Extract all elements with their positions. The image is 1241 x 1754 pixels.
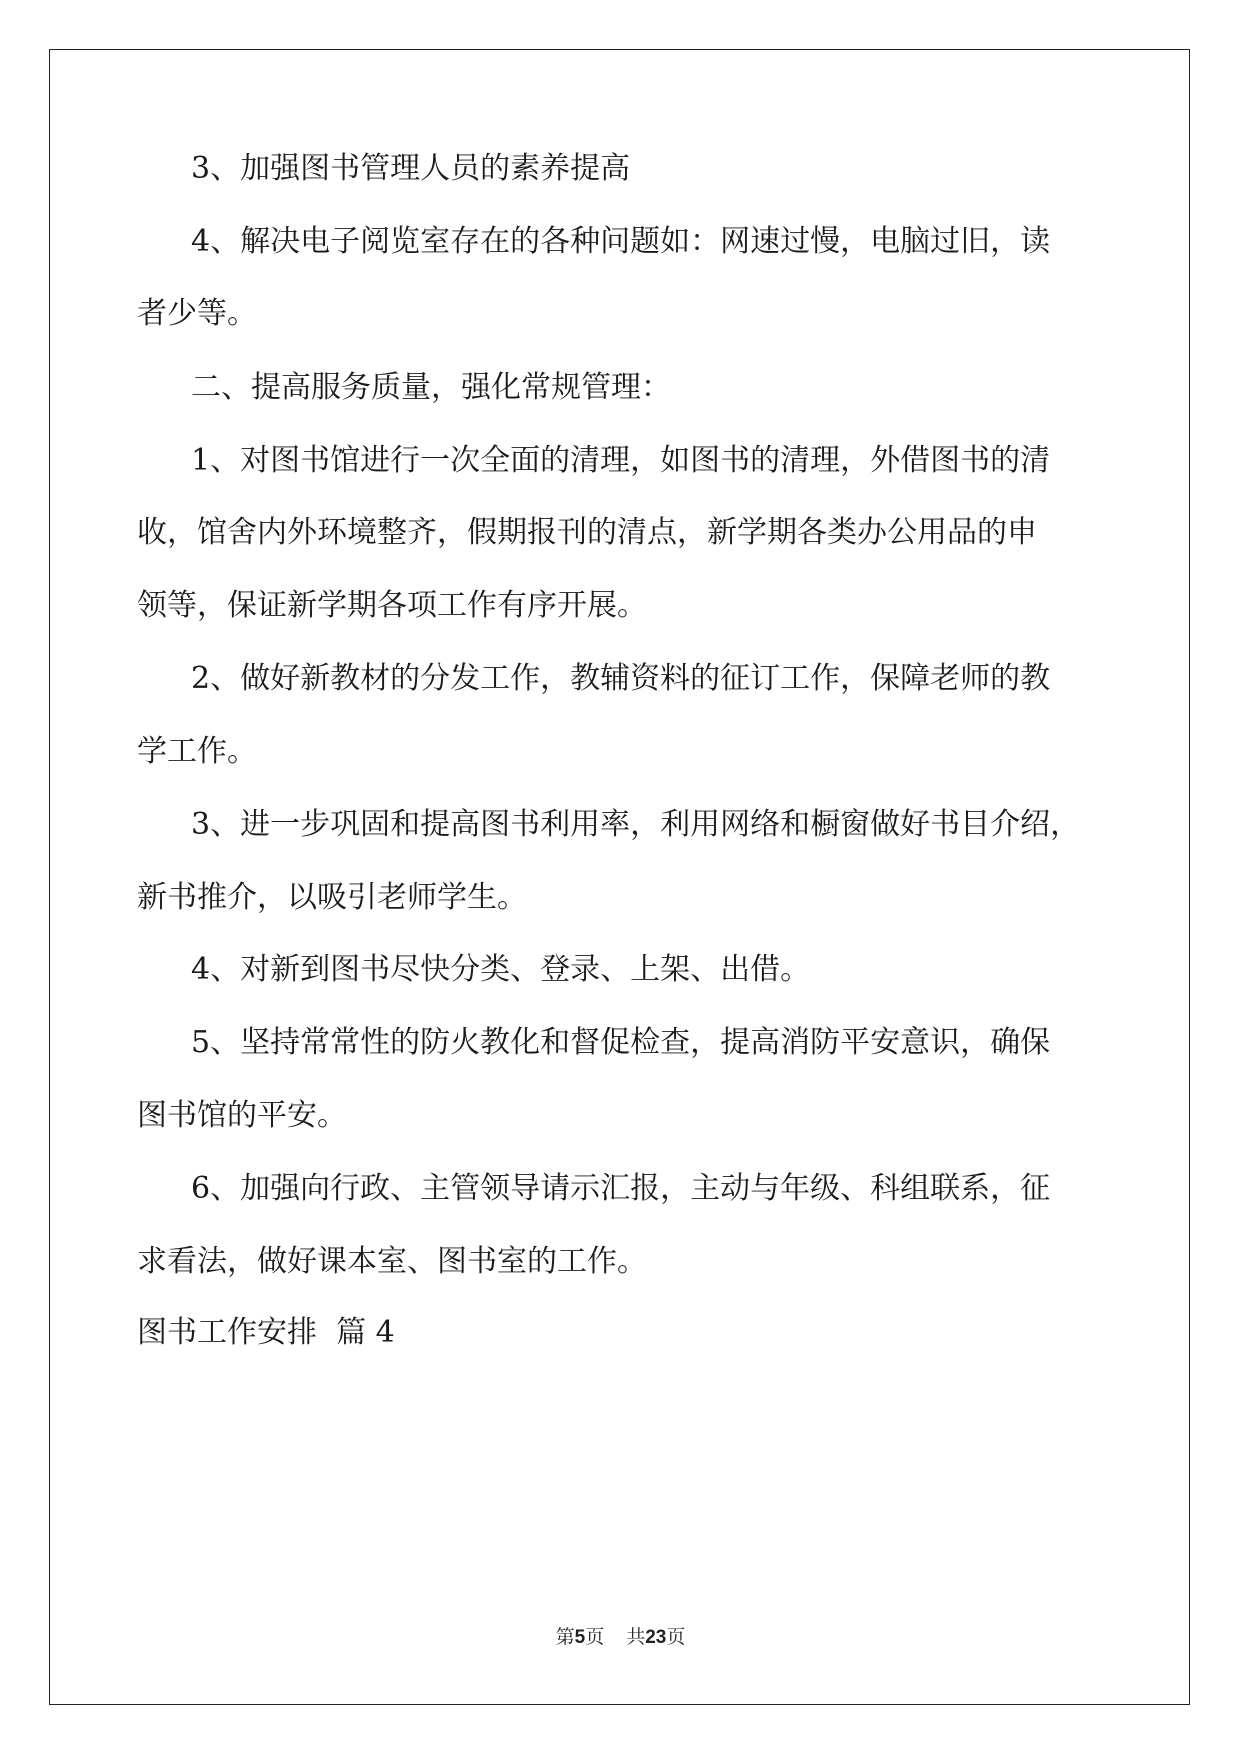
paragraph-line: 学工作。 [137,734,257,769]
paragraph-line: 二、提高服务质量，强化常规管理： [191,370,671,405]
paragraph-line: 2、做好新教材的分发工作，教辅资料的征订工作，保障老师的教 [191,661,1051,696]
paragraph-line: 5、坚持常常性的防火教化和督促检查，提高消防平安意识，确保 [191,1025,1051,1060]
paragraph-line: 领等，保证新学期各项工作有序开展。 [137,588,647,623]
total-page-count: 23 [645,1627,667,1648]
paragraph-line: 图书馆的平安。 [137,1098,347,1133]
paragraph-line: 新书推介，以吸引老师学生。 [137,880,527,915]
paragraph-line: 3、进一步巩固和提高图书利用率，利用网络和橱窗做好书目介绍， [191,807,1081,842]
paragraph-line: 收，馆舍内外环境整齐，假期报刊的清点，新学期各类办公用品的申 [137,515,1037,550]
footer-page-unit: 页 [585,1626,605,1648]
paragraph-line: 4、解决电子阅览室存在的各种问题如：网速过慢，电脑过旧，读 [191,224,1051,259]
footer-total-unit: 页 [666,1626,686,1648]
current-page-number: 5 [574,1627,586,1648]
paragraph-line: 求看法，做好课本室、图书室的工作。 [137,1244,647,1279]
footer-total-prefix: 共 [626,1626,646,1648]
paragraph-line: 3、加强图书管理人员的素养提高 [191,151,631,186]
page-footer [0,1625,1241,1650]
paragraph-line: 者少等。 [137,296,257,331]
section-heading: 图书工作安排 篇 4 [137,1315,395,1350]
footer-prefix: 第 [555,1626,575,1648]
paragraph-line: 6、加强向行政、主管领导请示汇报，主动与年级、科组联系，征 [191,1171,1051,1206]
paragraph-line: 1、对图书馆进行一次全面的清理，如图书的清理，外借图书的清 [191,443,1051,478]
paragraph-line: 4、对新到图书尽快分类、登录、上架、出借。 [191,952,811,987]
